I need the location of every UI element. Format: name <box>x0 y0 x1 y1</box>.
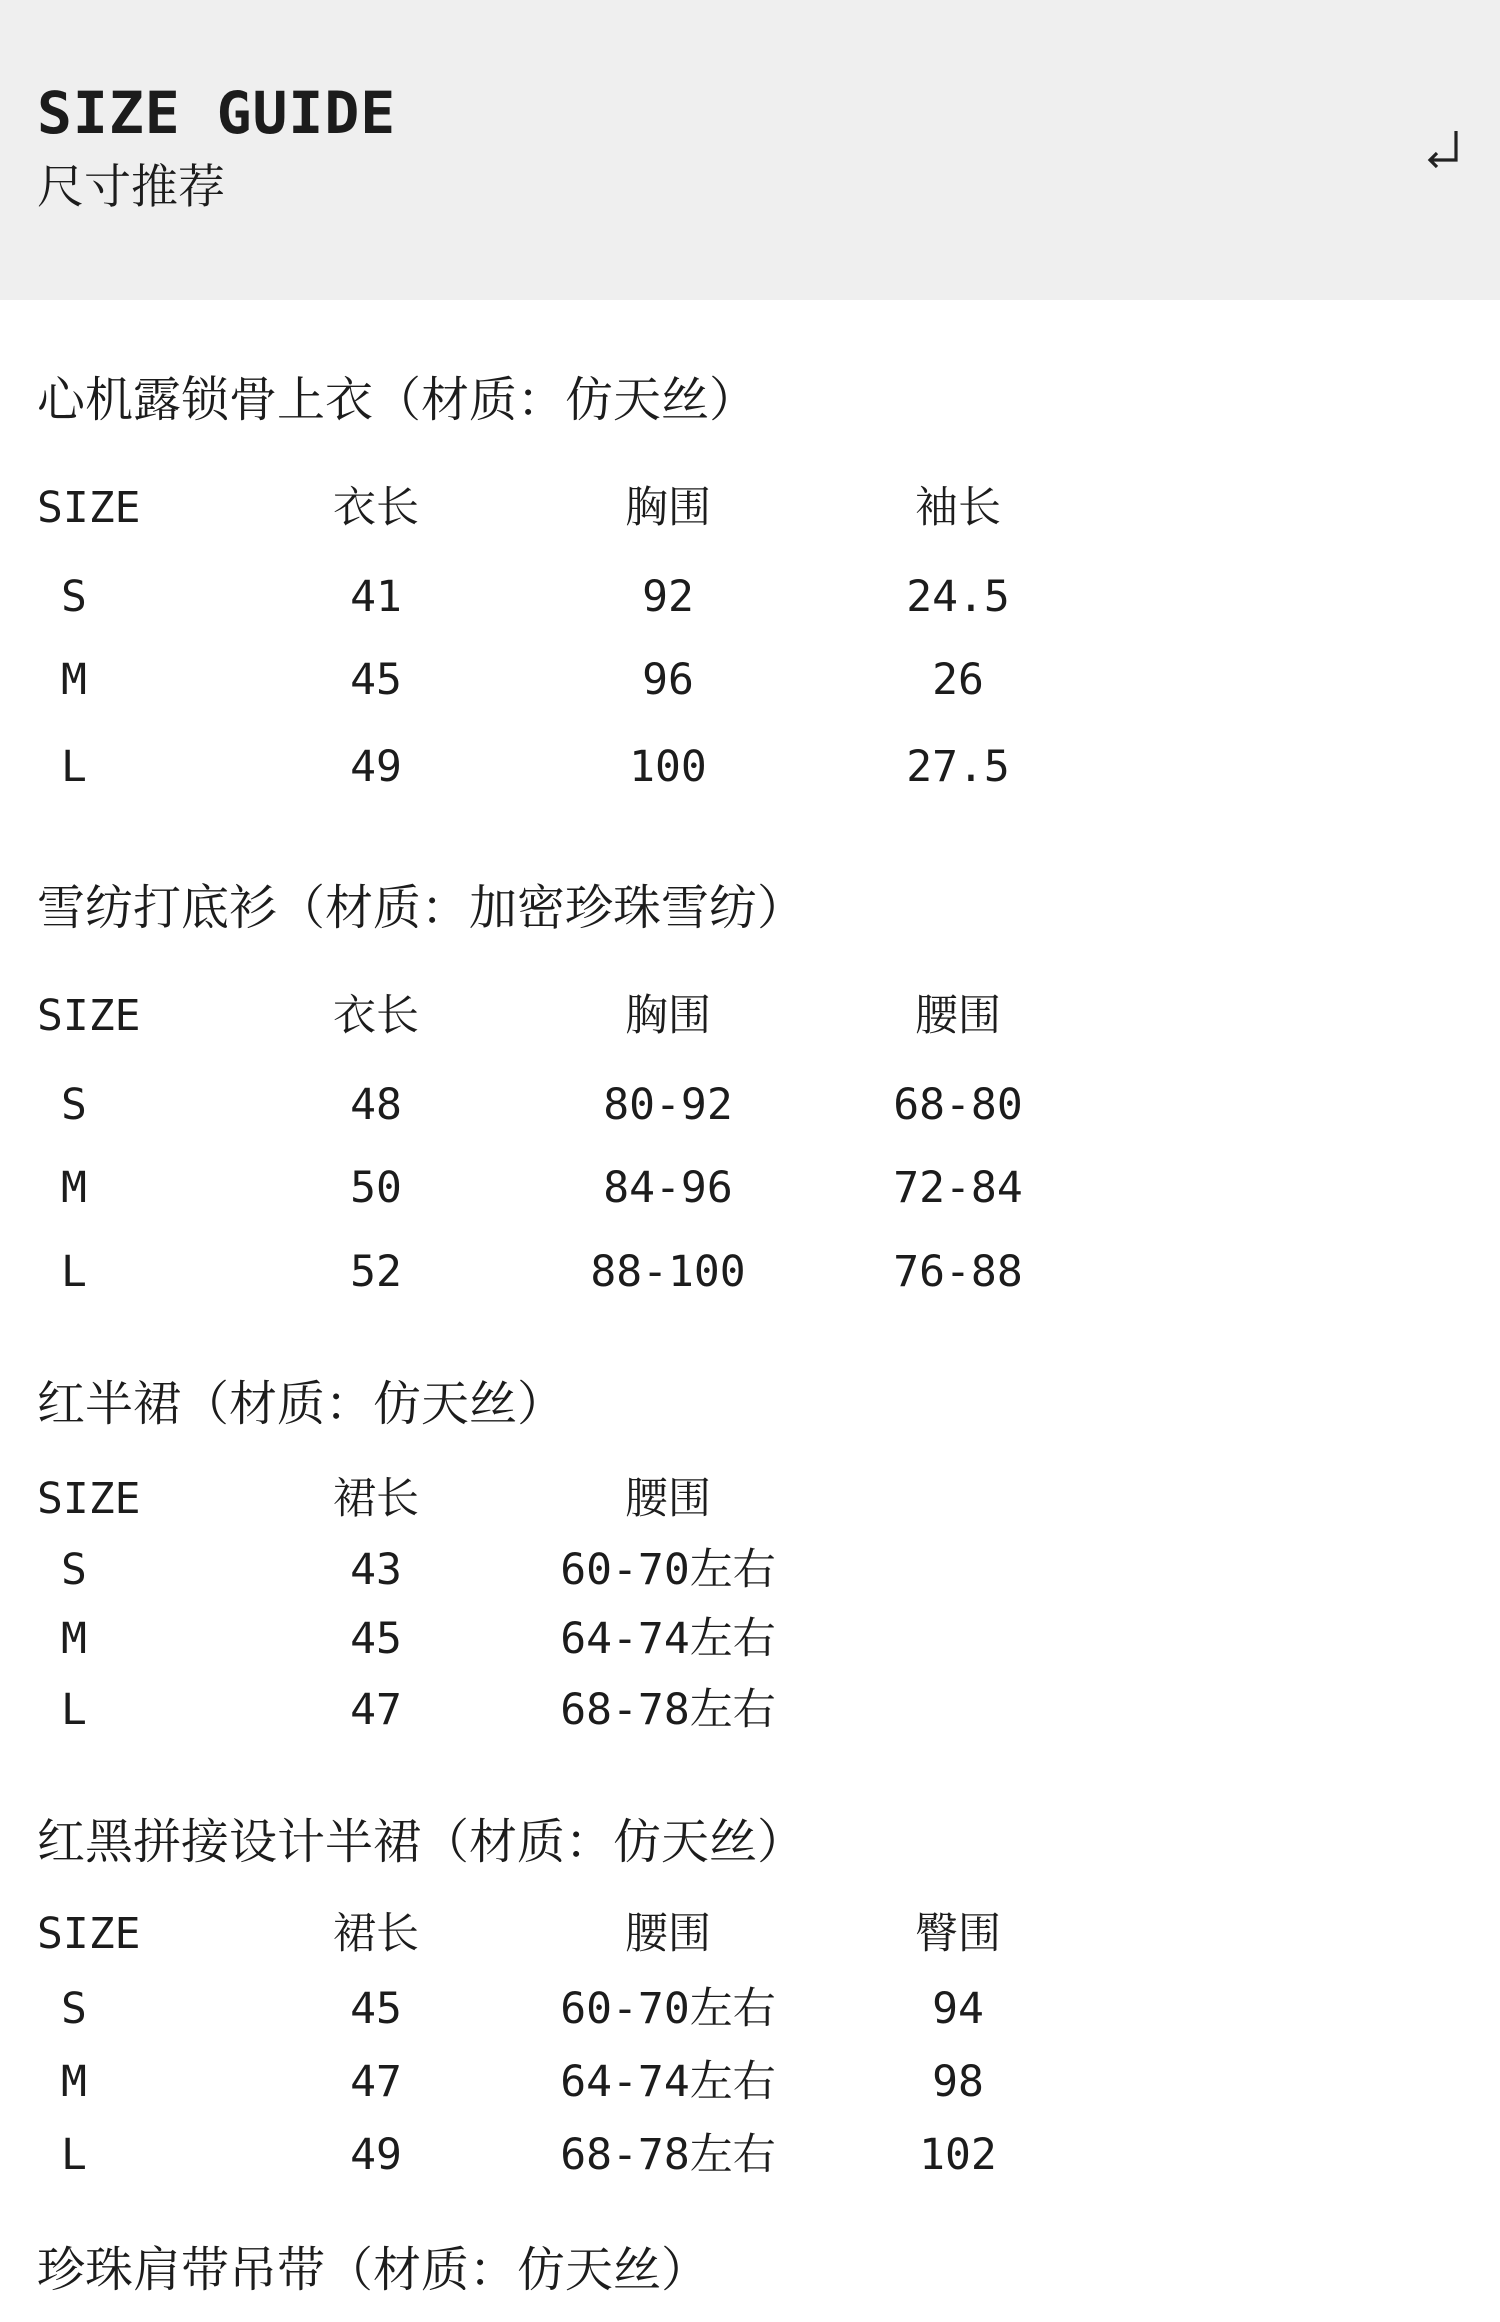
size-cell: L <box>61 1685 87 1735</box>
column-header-length: 裙长 <box>333 1474 419 1524</box>
bust-cell: 84-96 <box>603 1163 733 1213</box>
return-icon <box>1424 128 1462 168</box>
size-cell: L <box>61 1247 87 1297</box>
size-cell: S <box>61 1080 87 1130</box>
table-row <box>0 1680 1500 1740</box>
sleeve-cell: 24.5 <box>906 572 1010 622</box>
column-header-size: SIZE <box>37 483 141 533</box>
page-subtitle: 尺寸推荐 <box>37 160 225 215</box>
column-header-waist: 腰围 <box>915 991 1001 1041</box>
bust-cell: 80-92 <box>603 1080 733 1130</box>
table-row <box>0 2125 1500 2185</box>
waist-cell: 64-74左右 <box>560 1614 776 1664</box>
column-header-length: 衣长 <box>333 991 419 1041</box>
waist-cell: 60-70左右 <box>560 1984 776 2034</box>
table-row <box>0 567 1500 627</box>
length-cell: 52 <box>350 1247 402 1297</box>
waist-cell: 68-78左右 <box>560 2130 776 2180</box>
column-header-waist: 腰围 <box>625 1909 711 1959</box>
length-cell: 45 <box>350 1614 402 1664</box>
table-row <box>0 1158 1500 1218</box>
length-cell: 43 <box>350 1545 402 1595</box>
column-header-length: 衣长 <box>333 483 419 533</box>
bust-cell: 100 <box>629 742 707 792</box>
column-header-length: 裙长 <box>333 1909 419 1959</box>
size-cell: L <box>61 2130 87 2180</box>
column-header-waist: 腰围 <box>625 1474 711 1524</box>
waist-cell: 64-74左右 <box>560 2057 776 2107</box>
column-header-size: SIZE <box>37 1474 141 1524</box>
page-title: SIZE GUIDE <box>37 79 397 147</box>
table-row <box>0 2052 1500 2112</box>
length-cell: 49 <box>350 2130 402 2180</box>
waist-cell: 72-84 <box>893 1163 1023 1213</box>
size-cell: S <box>61 572 87 622</box>
length-cell: 45 <box>350 1984 402 2034</box>
bust-cell: 88-100 <box>590 1247 746 1297</box>
table-header <box>0 1469 1500 1529</box>
table-header <box>0 986 1500 1046</box>
table-row <box>0 1540 1500 1600</box>
waist-cell: 68-80 <box>893 1080 1023 1130</box>
length-cell: 45 <box>350 655 402 705</box>
length-cell: 47 <box>350 2057 402 2107</box>
column-header-size: SIZE <box>37 1909 141 1959</box>
column-header-size: SIZE <box>37 991 141 1041</box>
bust-cell: 96 <box>642 655 694 705</box>
table-row <box>0 1979 1500 2039</box>
section-title: 红半裙（材质：仿天丝） <box>37 1376 566 1432</box>
sleeve-cell: 26 <box>932 655 984 705</box>
size-cell: M <box>61 1614 87 1664</box>
column-header-sleeve: 袖长 <box>915 483 1001 533</box>
size-cell: M <box>61 2057 87 2107</box>
length-cell: 41 <box>350 572 402 622</box>
table-row <box>0 650 1500 710</box>
table-row <box>0 1075 1500 1135</box>
section-title: 心机露锁骨上衣（材质：仿天丝） <box>37 372 758 428</box>
column-header-bust: 胸围 <box>625 991 711 1041</box>
column-header-bust: 胸围 <box>625 483 711 533</box>
size-cell: M <box>61 1163 87 1213</box>
length-cell: 47 <box>350 1685 402 1735</box>
hip-cell: 102 <box>919 2130 997 2180</box>
size-cell: M <box>61 655 87 705</box>
size-cell: L <box>61 742 87 792</box>
waist-cell: 68-78左右 <box>560 1685 776 1735</box>
hip-cell: 98 <box>932 2057 984 2107</box>
table-header <box>0 478 1500 538</box>
table-row <box>0 1609 1500 1669</box>
column-header-hip: 臀围 <box>915 1909 1001 1959</box>
hip-cell: 94 <box>932 1984 984 2034</box>
section-title: 雪纺打底衫（材质：加密珍珠雪纺） <box>37 880 806 936</box>
length-cell: 48 <box>350 1080 402 1130</box>
sleeve-cell: 27.5 <box>906 742 1010 792</box>
waist-cell: 60-70左右 <box>560 1545 776 1595</box>
size-cell: S <box>61 1545 87 1595</box>
length-cell: 49 <box>350 742 402 792</box>
table-row <box>0 737 1500 797</box>
table-header <box>0 1904 1500 1964</box>
length-cell: 50 <box>350 1163 402 1213</box>
section-title: 红黑拼接设计半裙（材质：仿天丝） <box>37 1814 806 1870</box>
bust-cell: 92 <box>642 572 694 622</box>
waist-cell: 76-88 <box>893 1247 1023 1297</box>
header-bar <box>0 0 1500 300</box>
size-cell: S <box>61 1984 87 2034</box>
section-title: 珍珠肩带吊带（材质：仿天丝） <box>37 2242 710 2298</box>
table-row <box>0 1242 1500 1302</box>
